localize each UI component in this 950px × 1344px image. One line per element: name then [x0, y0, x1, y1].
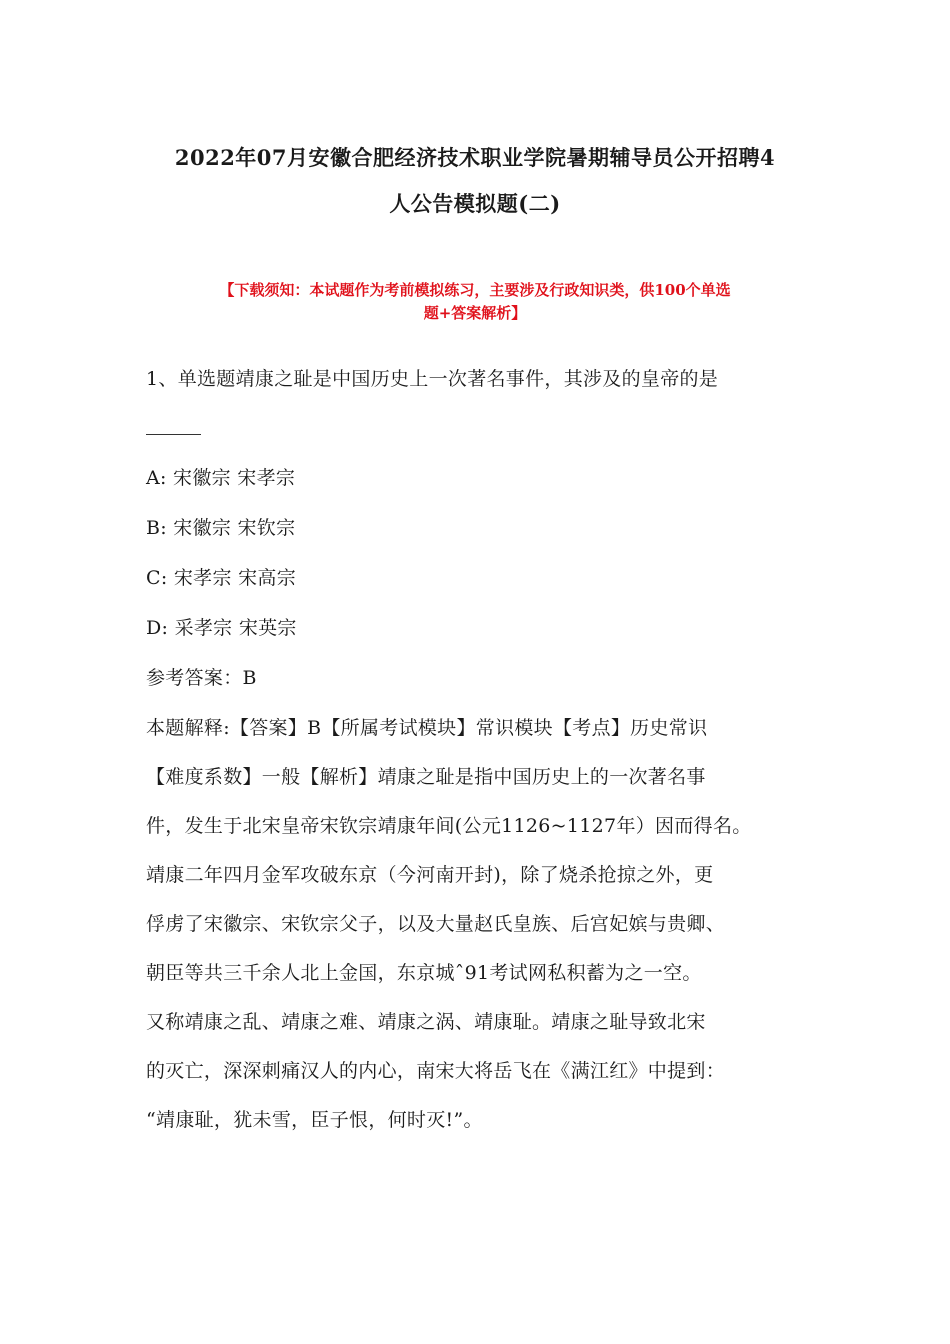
question-stem: 1、单选题靖康之耻是中国历史上一次著名事件，其涉及的皇帝的是 [146, 368, 719, 390]
explanation-line: 又称靖康之乱、靖康之难、靖康之涡、靖康耻。靖康之耻导致北宋 [146, 1011, 706, 1033]
explanation-line: 【难度系数】一般【解析】靖康之耻是指中国历史上的一次著名事 [146, 766, 706, 788]
explanation-line: 俘虏了宋徽宗、宋钦宗父子，以及大量赵氏皇族、后宫妃嫔与贵卿、 [146, 913, 726, 935]
option-a: A: 宋徽宗 宋孝宗 [146, 467, 296, 489]
explanation-line: 朝臣等共三千余人北上金国，东京城ˆ91考试网私积蓄为之一空。 [146, 962, 702, 984]
download-notice-line-1: 【下载须知：本试题作为考前模拟练习，主要涉及行政知识类，供100个单选 [219, 281, 731, 299]
explanation-line: 靖康二年四月金军攻破东京（今河南开封)，除了烧杀抢掠之外，更 [146, 864, 714, 886]
explanation-line: 本题解释:【答案】B【所属考试模块】常识模块【考点】历史常识 [146, 717, 708, 739]
document-title-line-1: 2022年07月安徽合肥经济技术职业学院暑期辅导员公开招聘4 [174, 145, 776, 170]
reference-answer: 参考答案：B [146, 667, 257, 689]
option-d: D: 采孝宗 宋英宗 [146, 617, 297, 639]
explanation-line: “靖康耻，犹未雪，臣子恨，何时灭!”。 [146, 1109, 483, 1131]
option-c: C: 宋孝宗 宋高宗 [146, 567, 297, 589]
answer-blank [146, 434, 201, 435]
explanation-line: 件，发生于北宋皇帝宋钦宗靖康年间(公元1126~1127年）因而得名。 [146, 815, 752, 837]
option-b: B: 宋徽宗 宋钦宗 [146, 517, 296, 539]
download-notice-line-2: 题+答案解析】 [423, 304, 527, 322]
document-title-line-2: 人公告模拟题(二) [389, 191, 561, 216]
explanation-line: 的灭亡，深深刺痛汉人的内心，南宋大将岳飞在《满江红》中提到： [146, 1060, 726, 1082]
